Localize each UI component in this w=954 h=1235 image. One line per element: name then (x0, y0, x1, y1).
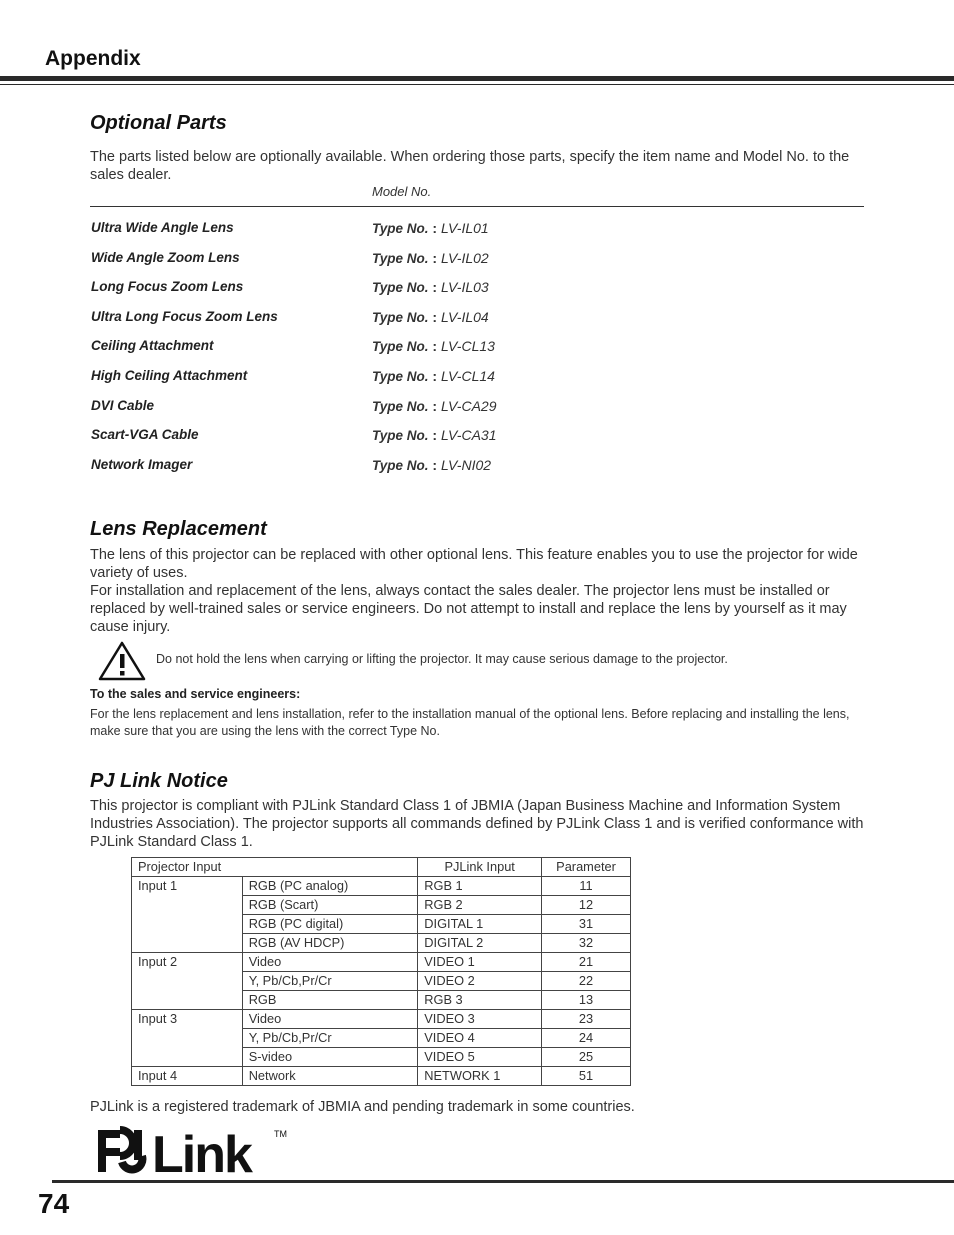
part-type (372, 250, 489, 266)
type-value: LV-IL03 (440, 279, 489, 296)
type-separator: : (428, 338, 441, 355)
cell-projector-input: Input 3 (132, 1010, 243, 1067)
header-rule (0, 76, 954, 81)
logo-link-text: Link (152, 1126, 251, 1176)
type-label: Type No. (372, 339, 429, 355)
type-value: LV-CA31 (440, 427, 497, 444)
type-value: LV-IL01 (440, 220, 489, 236)
lens-replacement-para2: For installation and replacement of the lens, always contact the sales dealer. The projector lens must be installed or replaced by well-trained sales or service engineers. Do not attempt to install and replace the lens by yourself as it may cause injury. (90, 583, 847, 635)
part-row (90, 279, 864, 309)
parts-rule (90, 206, 864, 207)
pjlink-logo (96, 1124, 296, 1176)
cell-parameter: 25 (542, 1048, 631, 1067)
parts-list (90, 220, 864, 486)
cell-source: RGB (Scart) (242, 896, 418, 915)
type-separator: : (428, 397, 441, 414)
cell-parameter: 13 (542, 991, 631, 1010)
cell-source: Y, Pb/Cb,Pr/Cr (242, 1029, 418, 1048)
lens-replacement-heading: Lens Replacement (90, 518, 267, 540)
cell-parameter: 24 (542, 1029, 631, 1048)
part-type (372, 398, 496, 414)
model-no-label: Model No. (372, 184, 432, 199)
cell-source: RGB (AV HDCP) (242, 934, 418, 953)
cell-parameter: 12 (542, 896, 631, 915)
cell-projector-input: Input 4 (132, 1067, 243, 1086)
part-row (90, 398, 864, 428)
table-header-row (132, 858, 631, 877)
type-label: Type No. (372, 428, 429, 444)
part-type (372, 457, 491, 473)
table-row (132, 953, 631, 972)
cell-pjlink-input: RGB 1 (418, 877, 542, 896)
cell-projector-input: Input 2 (132, 953, 243, 1010)
cell-parameter: 21 (542, 953, 631, 972)
part-name: Ultra Wide Angle Lens (91, 220, 234, 235)
type-label: Type No. (372, 250, 429, 266)
pjlink-intro: This projector is compliant with PJLink Standard Class 1 of JBMIA (Japan Business Machine and Information System Industries Association). The projector supports all commands defined by PJLink Class 1 and is verified conformance with PJLink Standard Class 1. (90, 798, 864, 850)
type-value: LV-NI02 (440, 456, 492, 473)
header-rule-thin (0, 84, 954, 85)
logo-tm: TM (274, 1129, 287, 1139)
cell-source: RGB (PC digital) (242, 915, 418, 934)
header-parameter: Parameter (542, 858, 631, 877)
cell-pjlink-input: VIDEO 4 (418, 1029, 542, 1048)
type-label: Type No. (372, 457, 429, 473)
part-name: Ceiling Attachment (91, 338, 214, 354)
part-type (372, 338, 495, 354)
type-label: Type No. (372, 280, 429, 296)
part-row (90, 338, 864, 368)
cell-parameter: 31 (542, 915, 631, 934)
part-name: Network Imager (91, 456, 193, 472)
cell-pjlink-input: VIDEO 2 (418, 972, 542, 991)
part-row (90, 309, 864, 339)
type-separator: : (428, 308, 441, 325)
part-name: Scart-VGA Cable (91, 427, 199, 443)
header-pjlink-input: PJLink Input (418, 858, 542, 877)
cell-source: Video (242, 953, 418, 972)
cell-pjlink-input: VIDEO 1 (418, 953, 542, 972)
type-value: LV-CL13 (440, 338, 495, 355)
warning-icon (98, 641, 146, 681)
type-value: LV-IL04 (440, 308, 489, 325)
type-separator: : (428, 249, 441, 266)
part-type (372, 279, 489, 295)
part-row (90, 427, 864, 457)
cell-pjlink-input: VIDEO 5 (418, 1048, 542, 1067)
type-separator: : (428, 367, 441, 384)
footer-rule (52, 1180, 954, 1183)
cell-source: RGB (242, 991, 418, 1010)
cell-source: S-video (242, 1048, 418, 1067)
cell-parameter: 23 (542, 1010, 631, 1029)
part-row (90, 368, 864, 398)
part-type (372, 309, 489, 325)
cell-pjlink-input: RGB 2 (418, 896, 542, 915)
table-row (132, 1067, 631, 1086)
engineers-heading: To the sales and service engineers: (90, 687, 301, 701)
optional-parts-heading: Optional Parts (90, 112, 227, 134)
part-row (90, 250, 864, 280)
cell-pjlink-input: VIDEO 3 (418, 1010, 542, 1029)
cell-source: RGB (PC analog) (242, 877, 418, 896)
engineers-text: For the lens replacement and lens installation, refer to the installation manual of the optional lens. Before replacing and installing the lens, make sure that you are using the lens with the correct Type No. (90, 707, 850, 738)
trademark-notice: PJLink is a registered trademark of JBMIA and pending trademark in some countries. (90, 1099, 635, 1115)
table-row (132, 877, 631, 896)
type-separator: : (428, 279, 441, 296)
type-separator: : (428, 220, 441, 236)
type-label: Type No. (372, 309, 429, 325)
cell-parameter: 32 (542, 934, 631, 953)
part-type (372, 368, 495, 384)
part-name: Ultra Long Focus Zoom Lens (91, 308, 278, 324)
cell-parameter: 51 (542, 1067, 631, 1086)
part-name: Long Focus Zoom Lens (91, 279, 244, 295)
page-number: 74 (38, 1188, 70, 1219)
type-value: LV-CL14 (440, 367, 495, 384)
part-name: Wide Angle Zoom Lens (91, 249, 240, 265)
type-separator: : (428, 456, 441, 473)
warning-text: Do not hold the lens when carrying or lifting the projector. It may cause serious damage to the projector. (156, 652, 728, 666)
type-separator: : (428, 427, 441, 444)
cell-parameter: 22 (542, 972, 631, 991)
type-value: LV-CA29 (440, 397, 497, 414)
part-type (372, 427, 496, 443)
cell-source: Y, Pb/Cb,Pr/Cr (242, 972, 418, 991)
part-name: DVI Cable (91, 397, 155, 413)
cell-pjlink-input: RGB 3 (418, 991, 542, 1010)
part-type (372, 220, 489, 236)
type-label: Type No. (372, 368, 429, 384)
pjlink-heading: PJ Link Notice (90, 770, 228, 792)
optional-parts-intro: The parts listed below are optionally available. When ordering those parts, specify the item name and Model No. to the sales dealer. (90, 149, 850, 183)
part-row (90, 220, 864, 250)
cell-parameter: 11 (542, 877, 631, 896)
type-label: Type No. (372, 398, 429, 414)
header-title: Appendix (45, 47, 141, 70)
lens-replacement-para1: The lens of this projector can be replaced with other optional lens. This feature enables you to use the projector for wide variety of uses. (90, 547, 858, 581)
part-name: High Ceiling Attachment (91, 367, 248, 383)
cell-projector-input: Input 1 (132, 877, 243, 953)
type-label: Type No. (372, 221, 429, 236)
cell-pjlink-input: NETWORK 1 (418, 1067, 542, 1086)
part-row (90, 457, 864, 487)
cell-pjlink-input: DIGITAL 2 (418, 934, 542, 953)
pjlink-table (131, 857, 631, 1086)
header-projector-input: Projector Input (132, 858, 418, 877)
type-value: LV-IL02 (440, 249, 489, 266)
table-row (132, 1010, 631, 1029)
cell-pjlink-input: DIGITAL 1 (418, 915, 542, 934)
cell-source: Video (242, 1010, 418, 1029)
cell-source: Network (242, 1067, 418, 1086)
